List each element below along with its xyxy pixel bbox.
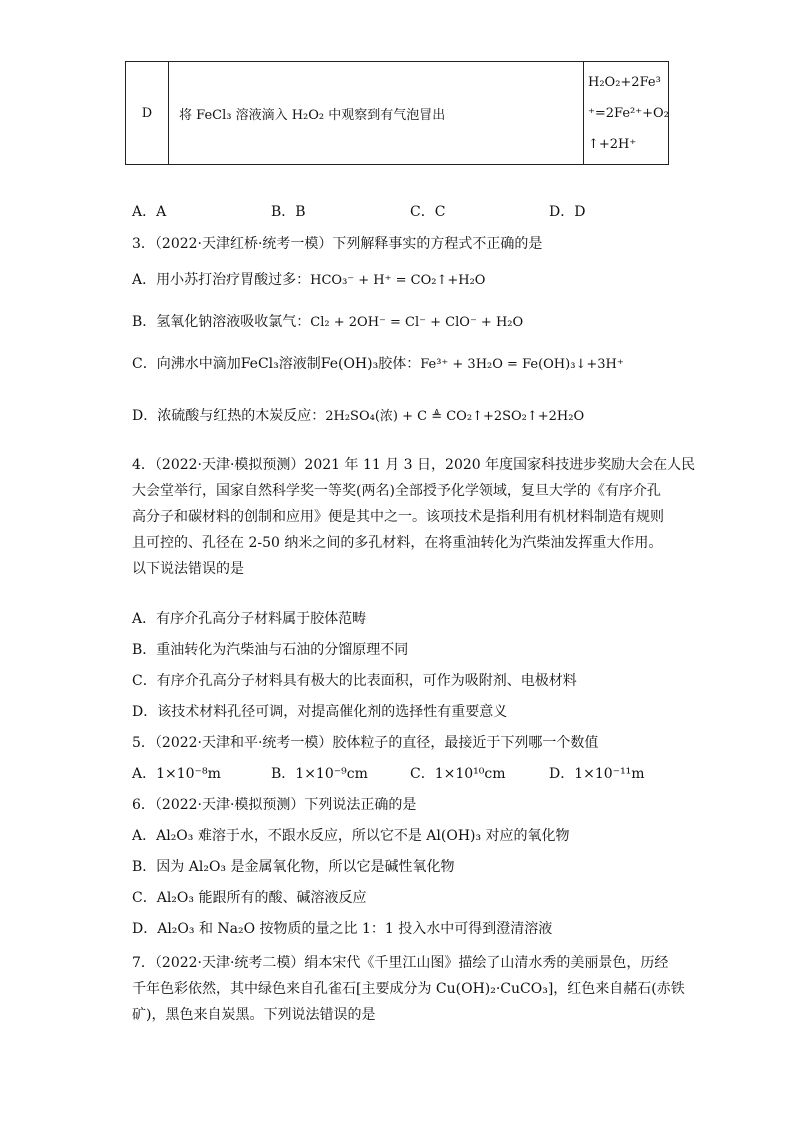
answer-table xyxy=(125,61,669,165)
q4-option-d: D．该技术材料孔径可调，对提高催化剂的选择性有重要意义 xyxy=(132,704,508,720)
question-4-stem xyxy=(132,452,696,582)
q6-option-d: D．Al₂O₃ 和 Na₂O 按物质的量之比 1：1 投入水中可得到澄清溶液 xyxy=(132,921,553,937)
option-label: D．浓硫酸与红热的木炭反应： xyxy=(132,408,326,424)
stem-line: 大会堂举行，国家自然科学奖一等奖(两名)全部授予化学领域，复旦大学的《有序介孔 xyxy=(132,483,661,499)
equation-line: ↑+2H⁺ xyxy=(588,136,637,152)
question-6-stem: 6．（2022·天津·模拟预测）下列说法正确的是 xyxy=(132,797,417,813)
row-label: D xyxy=(126,62,169,165)
table-row xyxy=(126,62,669,165)
equation-line: H₂O₂+2Fe³ xyxy=(588,74,661,90)
option-a: A．A xyxy=(132,204,167,220)
q6-option-c: C．Al₂O₃ 能跟所有的酸、碱溶液反应 xyxy=(132,890,367,906)
q6-option-a: A．Al₂O₃ 难溶于水，不跟水反应，所以它不是 Al(OH)₃ 对应的氧化物 xyxy=(132,828,570,844)
q3-option-c xyxy=(132,354,624,375)
option-d: D．D xyxy=(549,204,586,220)
stem-line: 且可控的、孔径在 2-50 纳米之间的多孔材料，在将重油转化为汽柴油发挥重大作用。 xyxy=(132,535,663,551)
equation: 2H₂SO₄(浓) + C ≜ CO₂↑+2SO₂↑+2H₂O xyxy=(325,409,585,424)
stem-line: 4．（2022·天津·模拟预测）2021 年 11 月 3 日，2020 年度国家科技进步奖励大会在人民 xyxy=(132,457,696,473)
option-c: C．C xyxy=(410,204,446,220)
question-7-stem xyxy=(132,950,685,1028)
q6-option-b: B．因为 Al₂O₃ 是金属氧化物，所以它是碱性氧化物 xyxy=(132,859,455,875)
equation: Fe³⁺ + 3H₂O = Fe(OH)₃↓+3H⁺ xyxy=(420,357,624,372)
q4-option-b: B．重油转化为汽柴油与石油的分馏原理不同 xyxy=(132,642,409,658)
equation: Cl₂ + 2OH⁻ = Cl⁻ + ClO⁻ + H₂O xyxy=(310,315,524,330)
q3-option-b xyxy=(132,312,523,333)
stem-line: 以下说法错误的是 xyxy=(132,561,244,577)
row-equation xyxy=(584,62,669,165)
stem-line: 千年色彩依然，其中绿色来自孔雀石[主要成分为 Cu(OH)₂·CuCO₃]，红色来自赭石(赤铁 xyxy=(132,981,685,997)
q5-option-c: C．1×10¹⁰cm xyxy=(410,766,506,782)
q5-option-b: B．1×10⁻⁹cm xyxy=(271,766,368,782)
option-label: C．向沸水中滴加FeCl₃溶液制Fe(OH)₃胶体： xyxy=(132,356,421,372)
option-label: A．用小苏打治疗胃酸过多： xyxy=(132,272,311,288)
equation: HCO₃⁻ + H⁺ = CO₂↑+H₂O xyxy=(310,273,486,288)
q4-option-c: C．有序介孔高分子材料具有极大的比表面积，可作为吸附剂、电极材料 xyxy=(132,673,577,689)
q3-option-d xyxy=(132,406,584,427)
stem-line: 7．（2022·天津·统考二模）绢本宋代《千里江山图》描绘了山清水秀的美丽景色，历经 xyxy=(132,955,669,971)
question-3-stem: 3．（2022·天津红桥·统考一模）下列解释事实的方程式不正确的是 xyxy=(132,236,543,252)
stem-line: 矿)，黑色来自炭黑。下列说法错误的是 xyxy=(132,1007,376,1023)
equation-line: ⁺=2Fe²⁺+O₂ xyxy=(588,105,669,121)
row-phenomenon: 将 FeCl₃ 溶液滴入 H₂O₂ 中观察到有气泡冒出 xyxy=(169,62,584,165)
q3-option-a xyxy=(132,270,485,291)
option-label: B．氢氧化钠溶液吸收氯气： xyxy=(132,314,311,330)
q5-option-d: D．1×10⁻¹¹m xyxy=(549,766,645,782)
q4-option-a: A．有序介孔高分子材料属于胶体范畴 xyxy=(132,611,367,627)
question-5-stem: 5．（2022·天津和平·统考一模）胶体粒子的直径，最接近于下列哪一个数值 xyxy=(132,735,599,751)
q5-option-a: A．1×10⁻⁸m xyxy=(132,766,221,782)
stem-line: 高分子和碳材料的创制和应用》便是其中之一。该项技术是指利用有机材料制造有规则 xyxy=(132,509,664,525)
option-b: B．B xyxy=(271,204,306,220)
